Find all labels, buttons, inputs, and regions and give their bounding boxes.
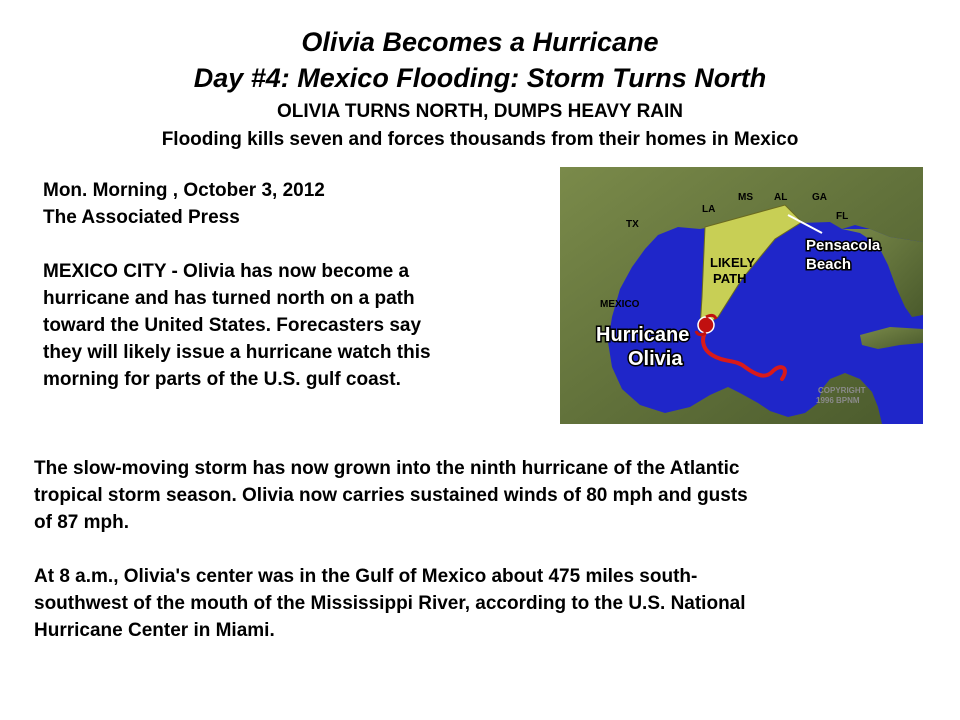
body-line: hurricane and has turned north on a path xyxy=(43,288,415,309)
body-line: of 87 mph. xyxy=(34,512,130,533)
body-line: southwest of the mouth of the Mississippi River, according to the U.S. National xyxy=(34,593,746,614)
title-line-2: Day #4: Mexico Flooding: Storm Turns North xyxy=(193,63,767,93)
city-label-pensacola: Beach xyxy=(806,256,852,273)
likely-path-label: LIKELY xyxy=(710,255,756,270)
state-label-fl: FL xyxy=(836,211,849,222)
dateline: Mon. Morning , October 3, 2012 xyxy=(43,180,325,201)
subtitle-line-1: OLIVIA TURNS NORTH, DUMPS HEAVY RAIN xyxy=(276,101,684,122)
subtitle-line-2: Flooding kills seven and forces thousands from their homes in Mexico xyxy=(161,129,799,150)
body-line: tropical storm season. Olivia now carries sustained winds of 80 mph and gusts xyxy=(34,485,748,506)
body-line: toward the United States. Forecasters say xyxy=(43,315,422,336)
body-line: they will likely issue a hurricane watch this xyxy=(43,342,431,363)
body-line: The slow-moving storm has now grown into the ninth hurricane of the Atlantic xyxy=(34,458,740,479)
state-label-al: AL xyxy=(774,192,788,203)
body-line: morning for parts of the U.S. gulf coast. xyxy=(43,369,401,390)
hurricane-path-map xyxy=(560,167,923,424)
country-label-mexico: MEXICO xyxy=(600,299,640,310)
storm-label: Olivia xyxy=(628,348,683,370)
title-line-1: Olivia Becomes a Hurricane xyxy=(301,27,659,57)
state-label-ms: MS xyxy=(738,192,753,203)
hurricane-symbol-icon xyxy=(698,317,714,333)
state-label-tx: TX xyxy=(626,219,639,230)
city-label-pensacola: Pensacola xyxy=(806,237,881,254)
article-bottom xyxy=(34,455,934,644)
copyright-label: COPYRIGHT xyxy=(818,386,866,395)
copyright-label: 1996 BPNM xyxy=(816,396,860,405)
storm-label: Hurricane xyxy=(596,324,690,346)
body-line: At 8 a.m., Olivia's center was in the Gulf of Mexico about 475 miles south- xyxy=(34,566,698,587)
source-line: The Associated Press xyxy=(43,207,240,228)
state-label-ga: GA xyxy=(812,192,827,203)
body-line: MEXICO CITY - Olivia has now become a xyxy=(43,261,410,282)
article-left-column xyxy=(43,177,543,393)
likely-path-label: PATH xyxy=(713,271,747,286)
body-line: Hurricane Center in Miami. xyxy=(34,620,275,641)
state-label-la: LA xyxy=(702,204,716,215)
